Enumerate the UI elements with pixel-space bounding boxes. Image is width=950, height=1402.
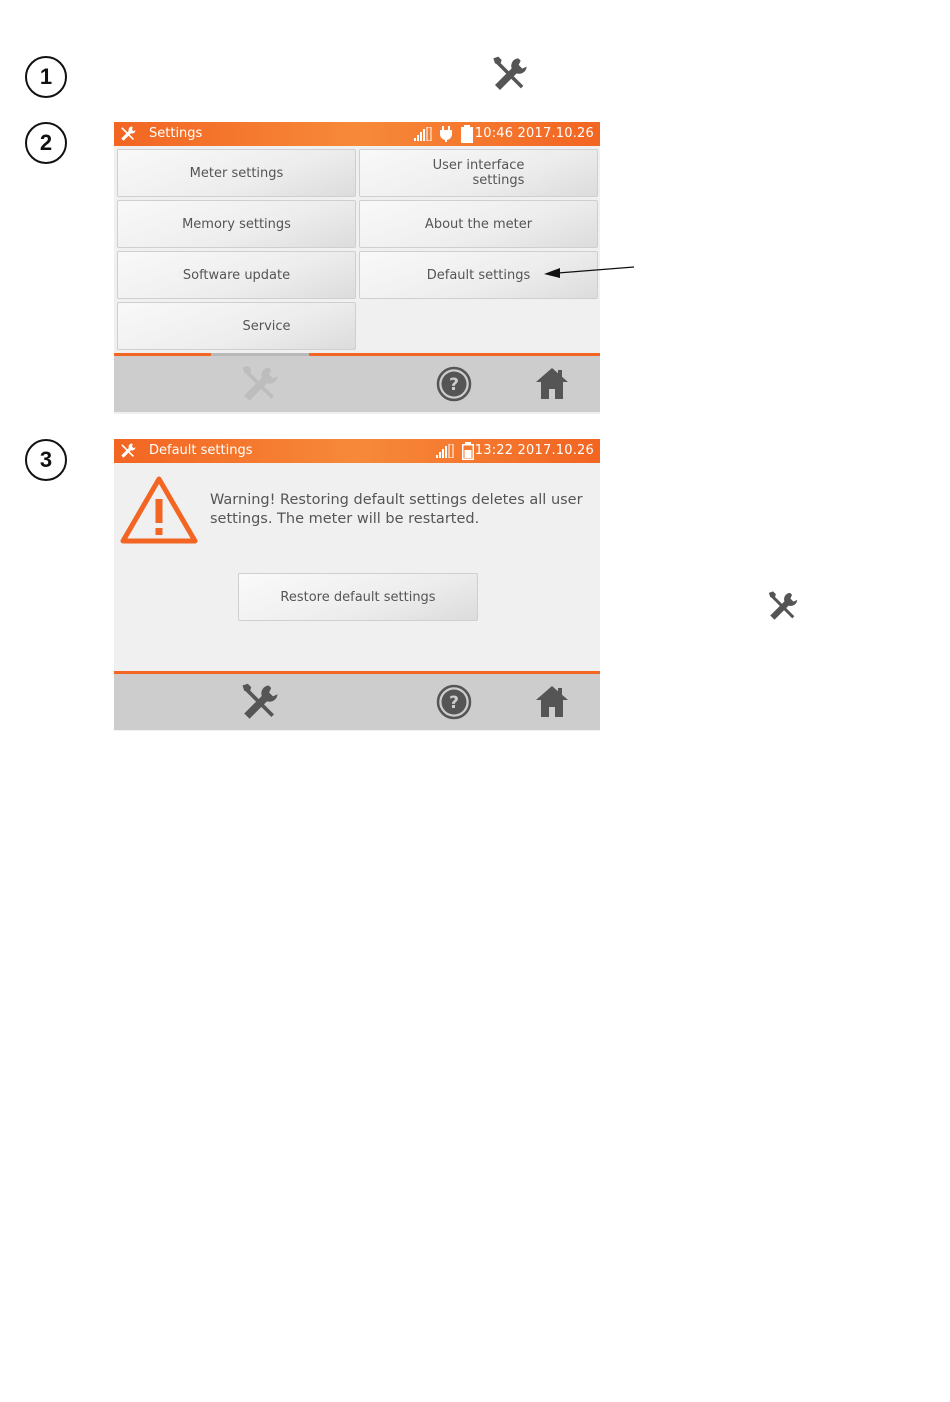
step-number-1 xyxy=(25,56,67,98)
restore-default-settings-label: Restore default settings xyxy=(280,589,436,605)
about-the-meter-label: About the meter xyxy=(424,216,533,232)
battery-icon xyxy=(462,442,474,460)
tools-icon xyxy=(119,442,137,460)
battery-icon xyxy=(461,125,473,143)
tools-icon[interactable] xyxy=(239,364,281,406)
meter-settings-label: Meter settings xyxy=(189,165,284,181)
service-label: Service xyxy=(242,318,291,334)
status-bar xyxy=(114,439,600,463)
service-button[interactable] xyxy=(117,302,356,350)
svg-text:?: ? xyxy=(449,375,459,395)
memory-settings-label: Memory settings xyxy=(182,216,291,232)
status-datetime: 13:22 2017.10.26 xyxy=(474,443,594,458)
svg-text:?: ? xyxy=(449,693,459,713)
step-number-3 xyxy=(25,439,67,481)
restore-default-settings-button[interactable] xyxy=(238,573,478,621)
default-settings-label: Default settings xyxy=(426,267,531,283)
meter-settings-button[interactable] xyxy=(117,149,356,197)
status-bar xyxy=(114,122,600,146)
screen-title: Settings xyxy=(149,126,203,141)
warning-icon xyxy=(119,475,199,545)
screen-title: Default settings xyxy=(149,443,253,458)
status-datetime: 10:46 2017.10.26 xyxy=(474,126,594,141)
software-update-button[interactable] xyxy=(117,251,356,299)
user-interface-settings-label: User interface settings xyxy=(432,158,525,188)
warning-message: Warning! Restoring default settings deletes all user settings. The meter will be restarted. xyxy=(210,492,583,527)
help-icon[interactable] xyxy=(436,366,472,402)
step-number-3-label: 3 xyxy=(39,447,53,472)
bottom-toolbar xyxy=(114,356,600,412)
tools-icon xyxy=(119,125,137,143)
signal-icon xyxy=(436,444,454,458)
arrow-pointer xyxy=(540,262,640,282)
default-settings-screen xyxy=(114,439,600,731)
home-icon[interactable] xyxy=(534,365,570,401)
home-icon[interactable] xyxy=(534,683,570,719)
about-the-meter-button[interactable] xyxy=(359,200,598,248)
step-number-2-label: 2 xyxy=(39,130,53,155)
memory-settings-button[interactable] xyxy=(117,200,356,248)
signal-icon xyxy=(414,127,432,141)
tools-icon xyxy=(766,590,800,624)
tools-icon xyxy=(490,55,530,95)
bottom-toolbar xyxy=(114,674,600,730)
user-interface-settings-button[interactable] xyxy=(359,149,598,197)
software-update-label: Software update xyxy=(182,267,291,283)
plug-icon xyxy=(439,126,453,142)
settings-screen xyxy=(114,122,600,414)
tools-icon[interactable] xyxy=(239,682,281,724)
help-icon[interactable] xyxy=(436,684,472,720)
step-number-1-label: 1 xyxy=(39,64,53,89)
step-number-2 xyxy=(25,122,67,164)
